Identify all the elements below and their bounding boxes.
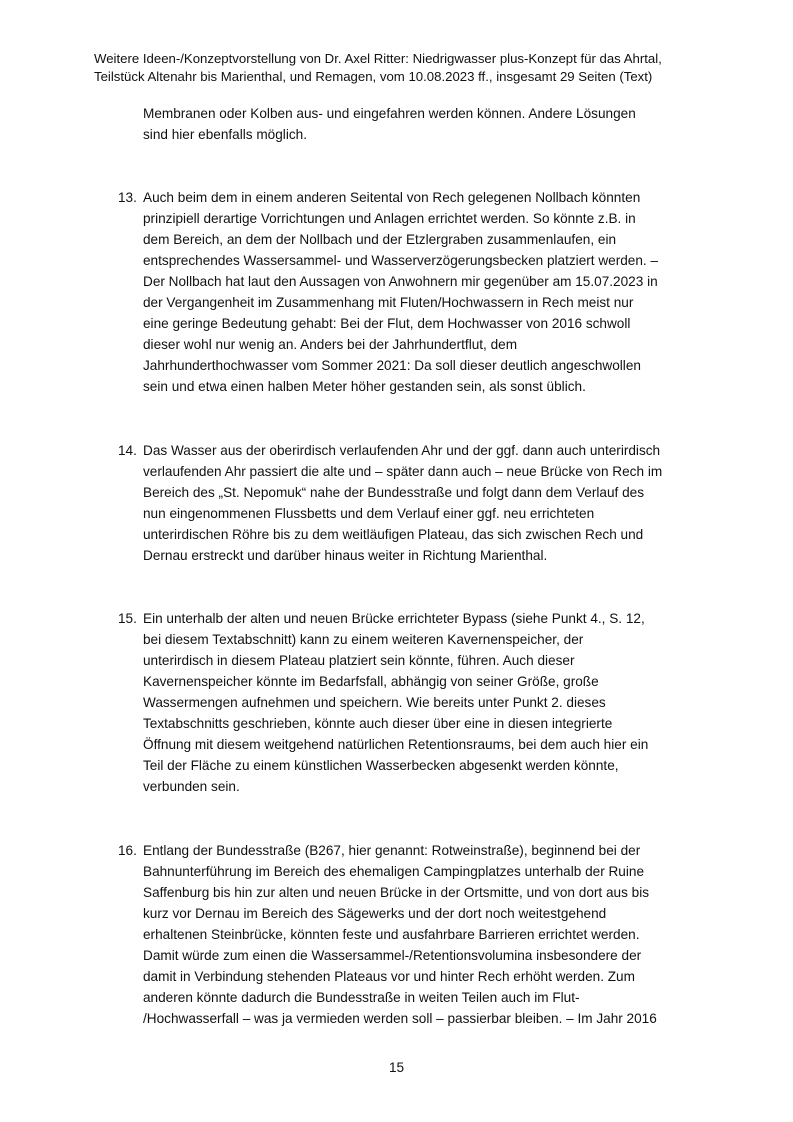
text-line: dem Bereich, an dem der Nollbach und der Etzlergraben zusammenlaufen, ein [143,232,617,247]
text-line: Ein unterhalb der alten und neuen Brücke errichteter Bypass (siehe Punkt 4., S. 12, [143,611,645,626]
text-line: nun eingenommenen Flussbetts und dem Verlauf einer ggf. neu errichteten [143,506,595,521]
text-line: prinzipiell derartige Vorrichtungen und Anlagen errichtet werden. So könnte z.B. in [143,211,636,226]
text-line: Dernau erstreckt und darüber hinaus weiter in Richtung Marienthal. [143,548,548,563]
item-paragraph [143,608,743,797]
text-line: entsprechendes Wassersammel- und Wasserverzögerungsbecken platziert werden. – [143,253,659,268]
header-line: Teilstück Altenahr bis Marienthal, und Remagen, vom 10.08.2023 ff., insgesamt 29 Seiten (Text) [94,69,653,84]
continuation-paragraph [143,103,743,145]
page-header [94,50,754,86]
item-paragraph [143,840,743,1029]
text-line: Kavernenspeicher könnte im Bedarfsfall, abhängig von seiner Größe, große [143,674,599,689]
item-paragraph [143,187,743,397]
text-line: unterirdischen Röhre bis zu dem weitläufigen Plateau, das sich zwischen Rech und [143,527,644,542]
text-line: Entlang der Bundesstraße (B267, hier genannt: Rotweinstraße), beginnend bei der [143,843,641,858]
item-paragraph [143,440,743,566]
text-line: Das Wasser aus der oberirdisch verlaufenden Ahr und der ggf. dann auch unterirdisch [143,443,661,458]
text-line: Membranen oder Kolben aus- und eingefahren werden können. Andere Lösungen [143,106,636,121]
item-number: 15. [118,611,137,626]
text-line: Bereich des „St. Nepomuk“ nahe der Bundesstraße und folgt dann dem Verlauf des [143,485,644,500]
text-line: dieser wohl nur wenig an. Anders bei der Jahrhundertflut, dem [143,337,518,352]
text-line: Jahrhunderthochwasser vom Sommer 2021: Da soll dieser deutlich angeschwollen [143,358,641,373]
item-number: 16. [118,843,137,858]
item-number: 13. [118,190,137,205]
text-line: damit in Verbindung stehenden Plateaus vor und hinter Rech erhöht werden. Zum [143,969,635,984]
text-line: erhaltenen Steinbrücke, könnten feste und ausfahrbare Barrieren errichtet werden. [143,927,640,942]
text-line: Der Nollbach hat laut den Aussagen von Anwohnern mir gegenüber am 15.07.2023 in [143,274,658,289]
text-line: Auch beim dem in einem anderen Seitental von Rech gelegenen Nollbach könnten [143,190,641,205]
text-line: kurz vor Dernau im Bereich des Sägewerks und der dort noch weitestgehend [143,906,607,921]
text-line: Öffnung mit diesem weitgehend natürlichen Retentionsraums, bei dem auch hier ein [143,737,649,752]
page-number: 15 [388,1060,405,1075]
header-line: Weitere Ideen-/Konzeptvorstellung von Dr. Axel Ritter: Niedrigwasser plus-Konzept für das Ahrtal, [94,51,662,66]
text-line: Wassermengen aufnehmen und speichern. Wie bereits unter Punkt 2. dieses [143,695,606,710]
text-line: verbunden sein. [143,779,240,794]
text-line: Bahnunterführung im Bereich des ehemaligen Campingplatzes unterhalb der Ruine [143,864,645,879]
text-line: Damit würde zum einen die Wassersammel-/Retentionsvolumina insbesondere der [143,948,642,963]
text-line: Saffenburg bis hin zur alten und neuen Brücke in der Ortsmitte, und von dort aus bis [143,885,650,900]
text-line: verlaufenden Ahr passiert die alte und – später dann auch – neue Brücke von Rech im [143,464,663,479]
text-line: Textabschnitts geschrieben, könnte auch dieser über eine in diesen integrierte [143,716,613,731]
text-line: der Vergangenheit im Zusammenhang mit Fluten/Hochwassern in Rech meist nur [143,295,634,310]
text-line: eine geringe Bedeutung gehabt: Bei der Flut, dem Hochwasser von 2016 schwoll [143,316,631,331]
text-line: bei diesem Textabschnitt) kann zu einem weiteren Kavernenspeicher, der [143,632,584,647]
text-line: sein und etwa einen halben Meter höher gestanden sein, als sonst üblich. [143,379,586,394]
text-line: anderen könnte dadurch die Bundesstraße in weiten Teilen auch im Flut- [143,990,580,1005]
text-line: unterirdisch in diesem Plateau platziert sein könnte, führen. Auch dieser [143,653,575,668]
text-line: sind hier ebenfalls möglich. [143,127,307,142]
text-line: /Hochwasserfall – was ja vermieden werden soll – passierbar bleiben. – Im Jahr 2016 [143,1011,657,1026]
item-number: 14. [118,443,137,458]
text-line: Teil der Fläche zu einem künstlichen Wasserbecken abgesenkt werden könnte, [143,758,619,773]
